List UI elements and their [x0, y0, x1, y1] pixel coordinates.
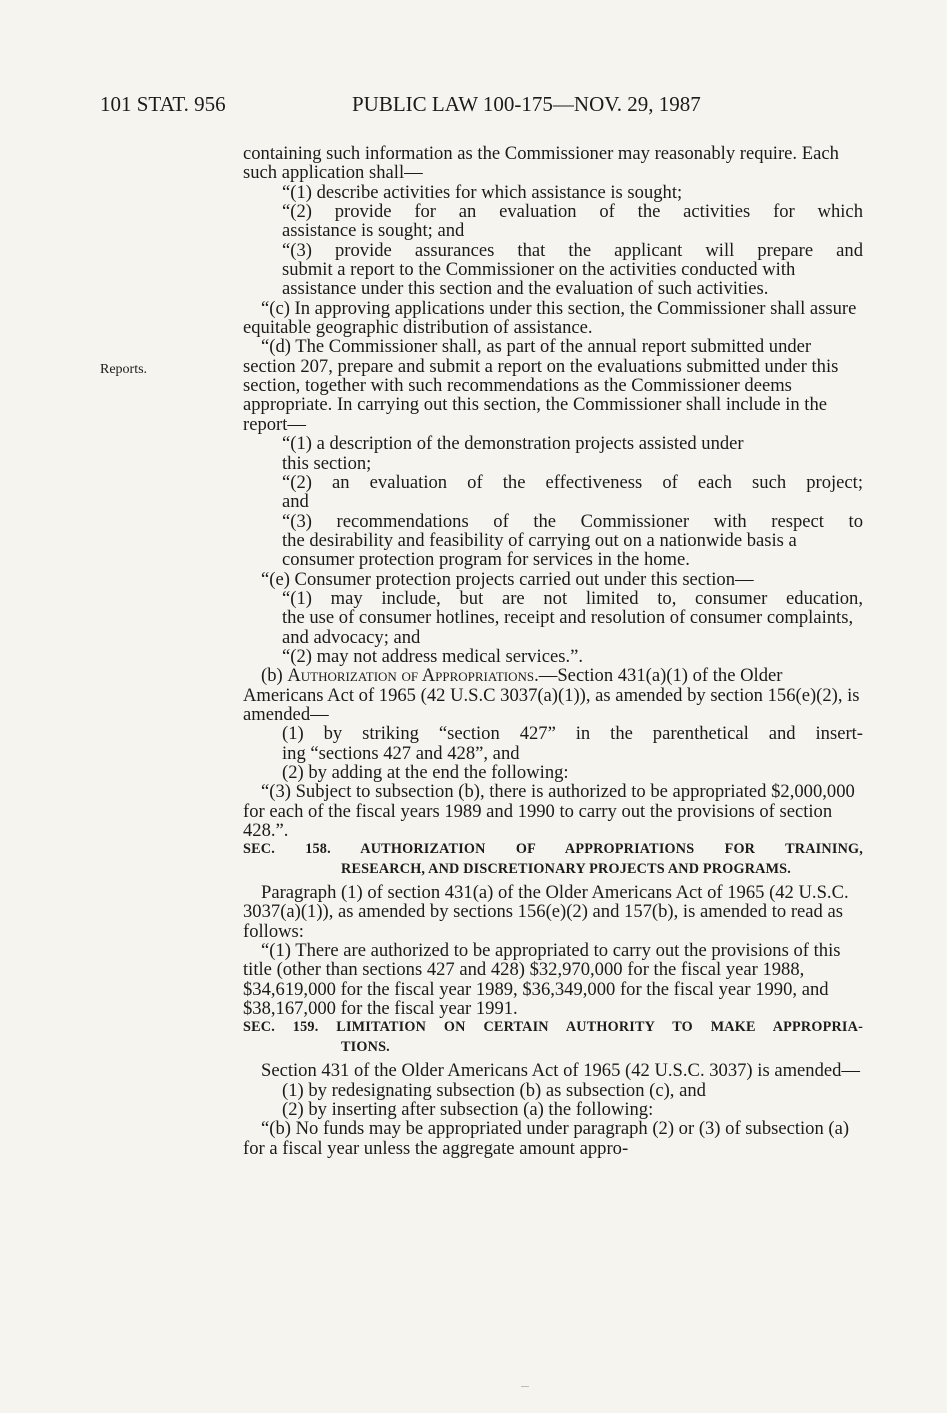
paragraph: (2) by inserting after subsection (a) the following: [282, 1098, 654, 1120]
page-header-title: PUBLIC LAW 100-175—NOV. 29, 1987 [352, 92, 701, 116]
paragraph: “(3) provide assurances that the applicant will prepare and [282, 239, 863, 261]
paragraph: assistance is sought; and [282, 220, 465, 242]
paragraph: containing such information as the Commissioner may reasonably require. Each such application shall— [243, 143, 839, 184]
paragraph: “(1) a description of the demonstration projects assisted under [282, 433, 744, 455]
section-heading-158-cont: RESEARCH, AND DISCRETIONARY PROJECTS AND PROGRAMS. [341, 860, 792, 877]
section-heading-159-cont: TIONS. [341, 1038, 390, 1055]
paragraph: “(2) an evaluation of the effectiveness of each such project; [282, 471, 863, 493]
paragraph: “(1) may include, but are not limited to, consumer education, [282, 587, 863, 609]
paragraph: (1) by striking “section 427” in the parenthetical and insert- [282, 723, 863, 745]
paragraph: Paragraph (1) of section 431(a) of the Older Americans Act of 1965 (42 U.S.C. 3037(a)(1)), as amended by sections 156(e)(2) and 157(b), is amended to read as follows: [243, 882, 849, 942]
paragraph: Section 431 of the Older Americans Act of 1965 (42 U.S.C. 3037) is amended— [261, 1060, 861, 1082]
paragraph: “(e) Consumer protection projects carried out under this section— [261, 568, 754, 590]
paragraph: and [282, 491, 309, 513]
section-heading-159: SEC. 159. LIMITATION ON CERTAIN AUTHORITY TO MAKE APPROPRIA- [243, 1019, 863, 1036]
paragraph: “(1) There are authorized to be appropriated to carry out the provisions of this title (other than sections 427 and 428) $32,970,000 for the fiscal year 1988, $34,619,000 for the fiscal year 1989, $36,349,000 for the fiscal year 1990, and $38,167,000 for the fiscal year 1991. [243, 940, 841, 1020]
paragraph: the desirability and feasibility of carrying out on a nationwide basis a consumer protection program for services in the home. [282, 529, 797, 571]
paragraph: (1) by redesignating subsection (b) as subsection (c), and [282, 1079, 706, 1101]
subsection-text: —Section 431(a)(1) of the Older Americans Act of 1965 (42 U.S.C 3037(a)(1)), as amended by section 156(e)(2), is amended— [243, 665, 860, 725]
paragraph: submit a report to the Commissioner on the activities conducted with assistance under this section and the evaluation of such activities. [282, 259, 796, 300]
page-number: 101 STAT. 956 [100, 92, 226, 116]
paragraph: “(3) Subject to subsection (b), there is authorized to be appropriated $2,000,000 for each of the fiscal years 1989 and 1990 to carry out the provisions of section 428.”. [243, 781, 855, 842]
paragraph: the use of consumer hotlines, receipt and resolution of consumer complaints, and advocacy; and [282, 607, 854, 648]
paragraph: “(d) The Commissioner shall, as part of the annual report submitted under section 207, prepare and submit a report on the evaluations submitted under this section, together with such recommendations as the Commissioner deems appropriate. In carrying out this section, the Commissioner shall include in the report— [243, 336, 839, 435]
paragraph: “(1) describe activities for which assistance is sought; [282, 181, 683, 203]
page-mark [521, 1386, 529, 1387]
paragraph: “(c) In approving applications under this section, the Commissioner shall assure equitable geographic distribution of assistance. [243, 297, 857, 339]
paragraph: (2) by adding at the end the following: [282, 762, 569, 783]
statute-body [243, 144, 863, 1158]
margin-note-reports: Reports. [100, 362, 148, 377]
paragraph [243, 666, 863, 724]
paragraph: “(2) provide for an evaluation of the activities for which [282, 201, 863, 223]
paragraph: “(b) No funds may be appropriated under paragraph (2) or (3) of subsection (a) for a fiscal year unless the aggregate amount appro- [243, 1118, 850, 1159]
paragraph: “(2) may not address medical services.”. [282, 645, 583, 667]
subsection-heading: Authorization of Appropriations. [287, 665, 539, 687]
paragraph: ing “sections 427 and 428”, and [282, 742, 520, 764]
section-heading-158: SEC. 158. AUTHORIZATION OF APPROPRIATIONS FOR TRAINING, [243, 841, 863, 858]
paragraph: “(3) recommendations of the Commissioner with respect to [282, 510, 863, 532]
paragraph: this section; [282, 452, 372, 474]
subsection-label: (b) [261, 665, 288, 687]
